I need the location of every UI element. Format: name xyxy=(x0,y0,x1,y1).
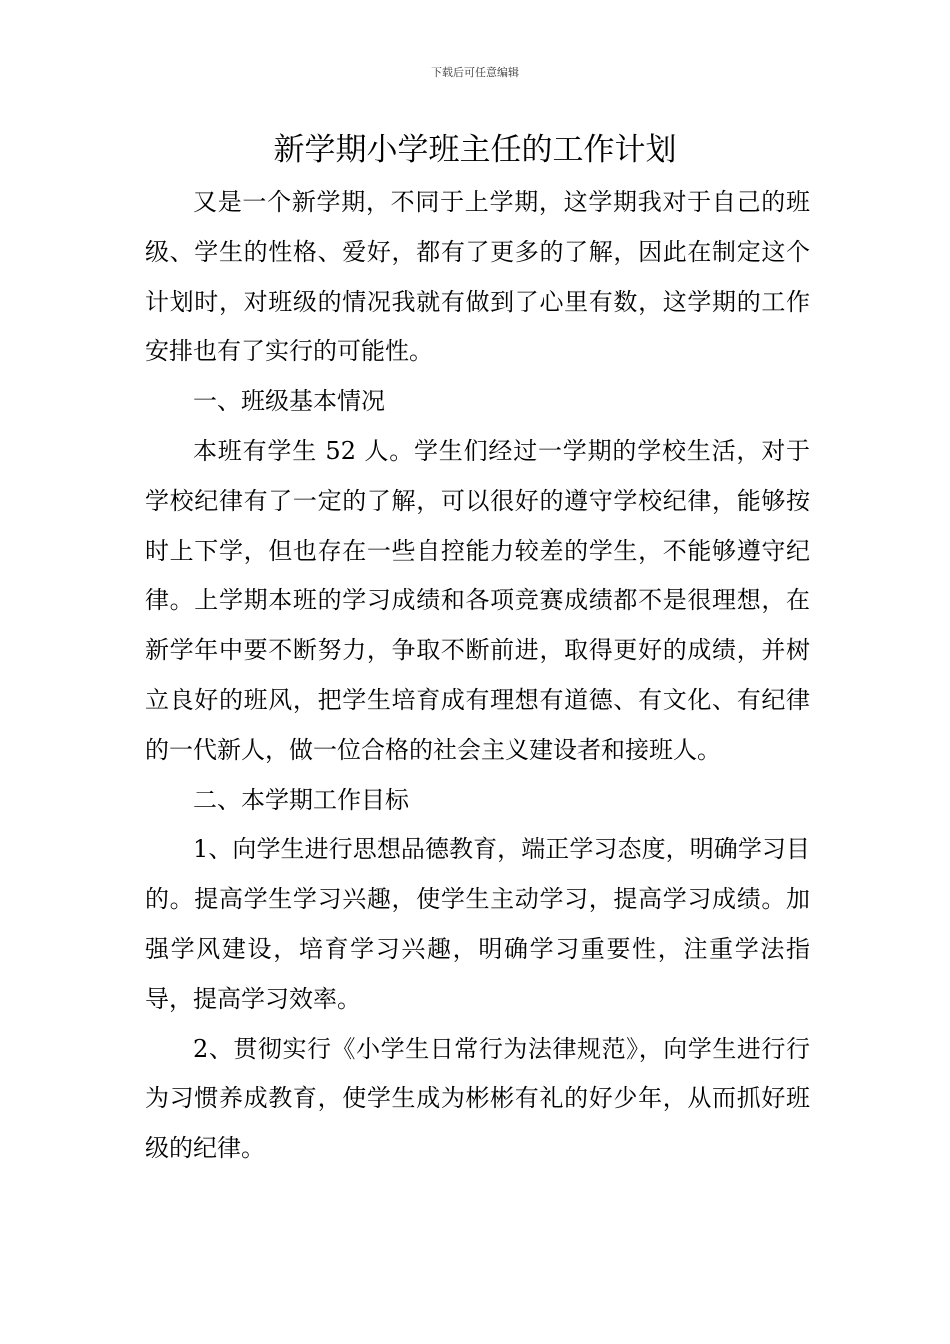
document-body xyxy=(145,178,810,1174)
class-situation-paragraph: 本班有学生 52 人。学生们经过一学期的学校生活，对于学校纪律有了一定的了解，可以很好的遵守学校纪律，能够按时上下学，但也存在一些自控能力较差的学生，不能够遵守纪律。上学期本班的学习成绩和各项竞赛成绩都不是很理想，在新学年中要不断努力，争取不断前进，取得更好的成绩，并树立良好的班风，把学生培育成有理想有道德、有文化、有纪律的一代新人，做一位合格的社会主义建设者和接班人。 xyxy=(145,436,810,764)
document-title: 新学期小学班主任的工作计划 xyxy=(273,132,677,168)
intro-paragraph: 又是一个新学期，不同于上学期，这学期我对于自己的班级、学生的性格、爱好，都有了更多的了解，因此在制定这个计划时，对班级的情况我就有做到了心里有数，这学期的工作安排也有了实行的可能性。 xyxy=(145,188,810,366)
goal-paragraph-2: 2、贯彻实行《小学生日常行为法律规范》，向学生进行行为习惯养成教育，使学生成为彬彬有礼的好少年，从而抓好班级的纪律。 xyxy=(145,1034,810,1163)
section-heading-class-situation: 一、班级基本情况 xyxy=(193,387,385,416)
goal-paragraph-1: 1、向学生进行思想品德教育，端正学习态度，明确学习目的。提高学生学习兴趣，使学生主动学习，提高学习成绩。加强学风建设，培育学习兴趣，明确学习重要性，注重学法指导，提高学习效率。 xyxy=(145,835,810,1013)
section-heading-work-goals: 二、本学期工作目标 xyxy=(193,785,409,814)
page-header-note: 下载后可任意编辑 xyxy=(431,66,519,79)
